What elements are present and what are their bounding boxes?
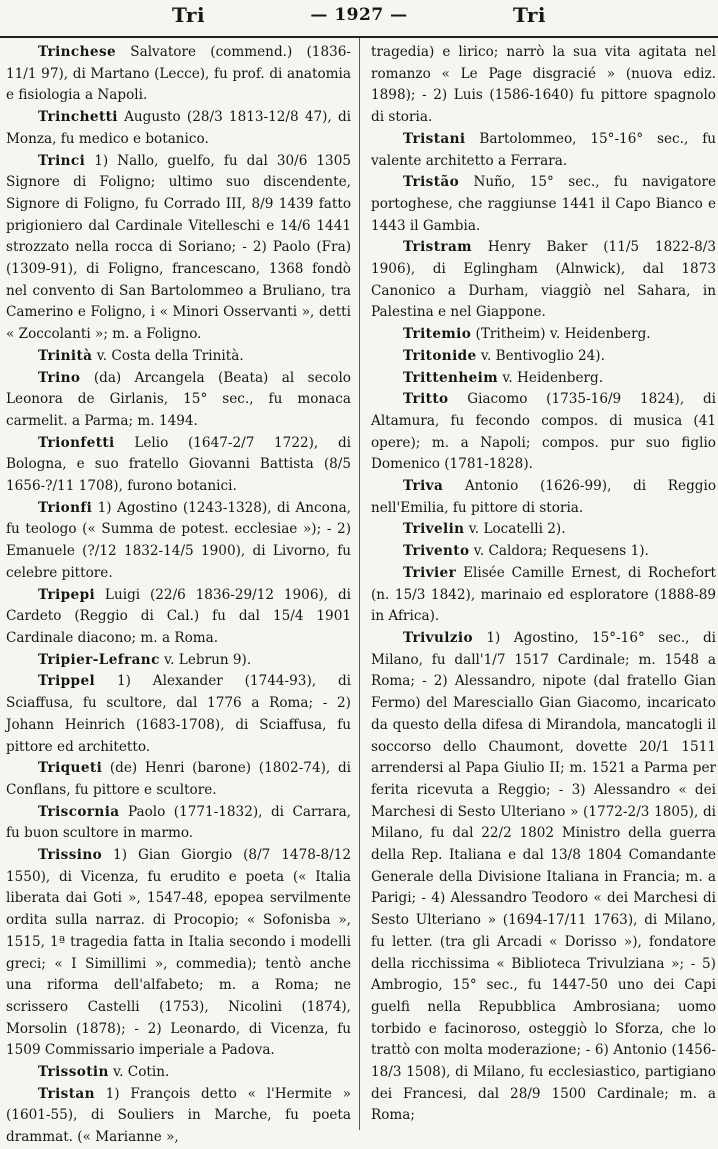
entry-text: 1) François detto « l'Hermite » (1601-55), di Souliers in Marche, fu poeta drammat. (« Marianne », xyxy=(6,1085,351,1146)
entry-headword: Tristan xyxy=(38,1085,95,1102)
dictionary-entry xyxy=(6,845,351,1062)
entry-text: v. Locatelli 2). xyxy=(464,521,566,538)
dictionary-entry xyxy=(371,628,716,1127)
entry-headword: Trino xyxy=(38,369,81,386)
entry-text: (de) Henri (barone) (1802-74), di Conflans, fu pittore e scultore. xyxy=(6,760,351,798)
entry-text: Elisée Camille Ernest, di Rochefort (n. 15/3 1842), marinaio ed esploratore (1888-89 in Africa). xyxy=(371,564,716,625)
entry-headword: Trivento xyxy=(403,543,470,560)
entry-text: v. Costa della Trinità. xyxy=(92,347,244,364)
dictionary-entry xyxy=(371,237,716,324)
entry-text: Augusto (28/3 1813-12/8 47), di Monza, fu medico e botanico. xyxy=(6,109,351,147)
entry-headword: Triscornia xyxy=(38,803,120,820)
entry-text: Salvatore (commend.) (1836-11/1 97), di Martano (Lecce), fu prof. di anatomia e fisiologia a Napoli. xyxy=(6,44,351,104)
entry-text: v. Cotin. xyxy=(108,1064,170,1081)
dictionary-entry xyxy=(6,758,351,801)
entry-headword: Trionfi xyxy=(38,499,93,516)
dictionary-entry xyxy=(371,324,716,346)
dictionary-entry xyxy=(6,1062,351,1084)
entry-text: Luigi (22/6 1836-29/12 1906), di Cardeto (Reggio di Cal.) fu dal 15/4 1901 Cardinale diacono; m. a Roma. xyxy=(6,586,351,646)
entry-headword: Trinchese xyxy=(38,44,117,60)
page-number: — 1927 — xyxy=(310,5,408,25)
entry-text: v. Caldora; Requesens 1). xyxy=(469,543,649,560)
entry-text: tragedia) e lirico; narrò la sua vita agitata nel romanzo « Le Page disgracié » (nuova ediz. 1898); - 2) Luis (1586-1640) fu pittore spagnolo di storia. xyxy=(371,44,716,126)
dictionary-entry xyxy=(6,368,351,433)
entry-text: 1) Nallo, guelfo, fu dal 30/6 1305 Signore di Foligno; ultimo suo discendente, Signore di Foligno, fu Corrado III, 8/9 1439 fatto prigioniero dal Cardinale Vitelleschi e 14/6 1441 strozzato nella rocca di Soriano; - 2) Paolo (Fra) (1309-91), di Foligno, francescano, 1368 fondò nel convento di San Bartolommeo a Bruliano, tra Camerino e Foligno, i « Minori Osservanti », detti « Zoccolanti »; m. a Foligno. xyxy=(6,152,351,343)
dictionary-entry xyxy=(371,519,716,541)
entry-text: Paolo (1771-1832), di Carrara, fu buon scultore in marmo. xyxy=(6,803,351,842)
dictionary-entry xyxy=(6,671,351,758)
entry-headword: Trinci xyxy=(38,152,86,169)
entry-text: 1) Gian Giorgio (8/7 1478-8/12 1550), di Vicenza, fu erudito e poeta (« Italia liberata dai Goti », 1547-48, epopea servilmente ordita sulla narraz. di Procopio; « Sofonisba », 1515, 1ª tragedia fatta in Italia secondo i modelli greci; « I Simillimi », commedia); tentò anche una riforma dell'alfabeto; m. a Roma; ne scrissero Castelli (1753), Nicolini (1874), Morsolin (1878); - 2) Leonardo, di Vicenza, fu 1509 Commissario imperiale a Padova. xyxy=(6,847,351,1059)
entry-headword: Trionfetti xyxy=(38,434,115,451)
entry-text: (Tritheim) v. Heidenberg. xyxy=(471,326,651,343)
dictionary-entry xyxy=(371,42,716,129)
entry-headword: Trinità xyxy=(38,347,93,364)
entry-text: v. Bentivoglio 24). xyxy=(476,347,605,364)
entry-text: 1) Alexander (1744-93), di Sciaffusa, fu scultore, dal 1776 a Roma; - 2) Johann Heinrich (1683-1708), di Sciaffusa, fu pittore ed architetto. xyxy=(6,673,351,755)
right-column xyxy=(371,42,716,1132)
entry-text: v. Lebrun 9). xyxy=(159,651,252,668)
dictionary-entry xyxy=(6,650,351,672)
dictionary-entry xyxy=(371,172,716,237)
entry-text: Lelio (1647-2/7 1722), di Bologna, e suo fratello Giovanni Battista (8/5 1656-?/11 1708), furono botanici. xyxy=(6,434,351,495)
entry-headword: Tritemio xyxy=(403,326,472,343)
entry-headword: Tripier-Lefranc xyxy=(38,651,160,668)
entry-text: Bartolommeo, 15°-16° sec., fu valente architetto a Ferrara. xyxy=(371,130,716,169)
entry-text: Nuño, 15° sec., fu navigatore portoghese, che raggiunse 1441 il Capo Bianco e 1443 il Gambia. xyxy=(371,174,716,234)
entry-headword: Tristram xyxy=(403,239,472,256)
entry-text: Antonio (1626-99), di Reggio nell'Emilia, fu pittore di storia. xyxy=(371,478,716,516)
header-left-guide-word: Tri xyxy=(172,3,206,27)
dictionary-entry xyxy=(6,802,351,845)
entry-text: 1) Agostino, 15°-16° sec., di Milano, fu dall'1/7 1517 Cardinale; m. 1548 a Roma; - 2) Alessandro, nipote (dal fratello Gian Fermo) del Maresciallo Gian Giacomo, incaricato da questo della difesa di Mirandola, mancatogli il soccorso dello Chaumont, dovette 20/1 1511 arrendersi al Papa Giulio II; m. 1521 a Parma per ferita ricevuta a Reggio; - 3) Alessandro « dei Marchesi di Sesto Ulteriano » (1772-2/3 1805), di Milano, fu dal 22/2 1802 Ministro della guerra della Rep. Italiana e dal 13/8 1804 Comandante Generale della Divisione Italiana in Francia; m. a Parigi; - 4) Alessandro Teodoro « dei Marchesi di Sesto Ulteriano » (1694-17/11 1763), di Milano, fu letter. (tra gli Arcadi « Dorisso »), fondatore della ricchissima « Biblioteca Trivulziana »; - 5) Ambrogio, 15° sec., fu 1447-50 uno dei Capi guelfi nella Repubblica Ambrosiana; uomo torbido e facinoroso, osteggiò lo Sforza, che lo trattò con molta moderazione; - 6) Antonio (1456-18/3 1508), di Milano, fu ecclesiastico, partigiano dei Francesi, dal 28/9 1500 Cardinale; m. a Roma; xyxy=(371,629,716,1124)
dictionary-entry xyxy=(6,42,351,107)
entry-text: Giacomo (1735-16/9 1824), di Altamura, fu fecondo compos. di musica (41 opere); m. a Napoli; compos. pur suo figlio Domenico (1781-1828). xyxy=(371,391,716,473)
dictionary-entry xyxy=(371,368,716,390)
entry-headword: Tritto xyxy=(403,391,449,408)
dictionary-entry xyxy=(6,585,351,650)
dictionary-entry xyxy=(371,476,716,519)
left-column xyxy=(6,42,351,1146)
entry-headword: Triva xyxy=(403,478,444,495)
dictionary-entry xyxy=(371,389,716,476)
entry-headword: Tristani xyxy=(403,130,466,147)
entry-text: Henry Baker (11/5 1822-8/3 1906), di Eglingham (Alnwick), dal 1873 Canonico a Durham, viaggiò nel Sahara, in Palestina e nel Giappone. xyxy=(371,239,716,321)
entry-headword: Trivelin xyxy=(403,521,465,538)
page-header xyxy=(0,0,718,38)
dictionary-entry xyxy=(371,563,716,628)
entry-headword: Tristão xyxy=(403,174,460,191)
entry-text: 1) Agostino (1243-1328), di Ancona, fu teologo (« Summa de potest. ecclesiae »); - 2) Emanuele (?/12 1832-14/5 1900), di Livorno, fu celebre pittore. xyxy=(6,499,351,581)
entry-text: v. Heidenberg. xyxy=(498,369,604,386)
dictionary-entry xyxy=(6,498,351,585)
dictionary-entry xyxy=(6,107,351,150)
entry-headword: Trinchetti xyxy=(38,109,118,126)
entry-headword: Trissotin xyxy=(38,1064,109,1081)
entry-headword: Trippel xyxy=(38,673,96,690)
dictionary-entry xyxy=(371,129,716,172)
dictionary-entry xyxy=(371,541,716,563)
entry-headword: Trissino xyxy=(38,847,103,864)
dictionary-entry xyxy=(6,346,351,368)
dictionary-entry xyxy=(371,346,716,368)
entry-headword: Trivier xyxy=(403,564,457,581)
entry-headword: Triqueti xyxy=(38,760,103,777)
dictionary-entry xyxy=(6,151,351,346)
dictionary-entry xyxy=(6,1084,351,1149)
entry-headword: Tritonide xyxy=(403,347,477,364)
entry-headword: Trivulzio xyxy=(403,629,473,646)
dictionary-entry xyxy=(6,433,351,498)
entry-text: (da) Arcangela (Beata) al secolo Leonora de Girlanis, 15° sec., fu monaca carmelit. a Parma; m. 1494. xyxy=(6,369,351,429)
entry-headword: Tripepi xyxy=(38,586,96,603)
column-divider xyxy=(359,38,360,1130)
entry-headword: Trittenheim xyxy=(403,369,499,386)
header-right-guide-word: Tri xyxy=(512,3,546,27)
